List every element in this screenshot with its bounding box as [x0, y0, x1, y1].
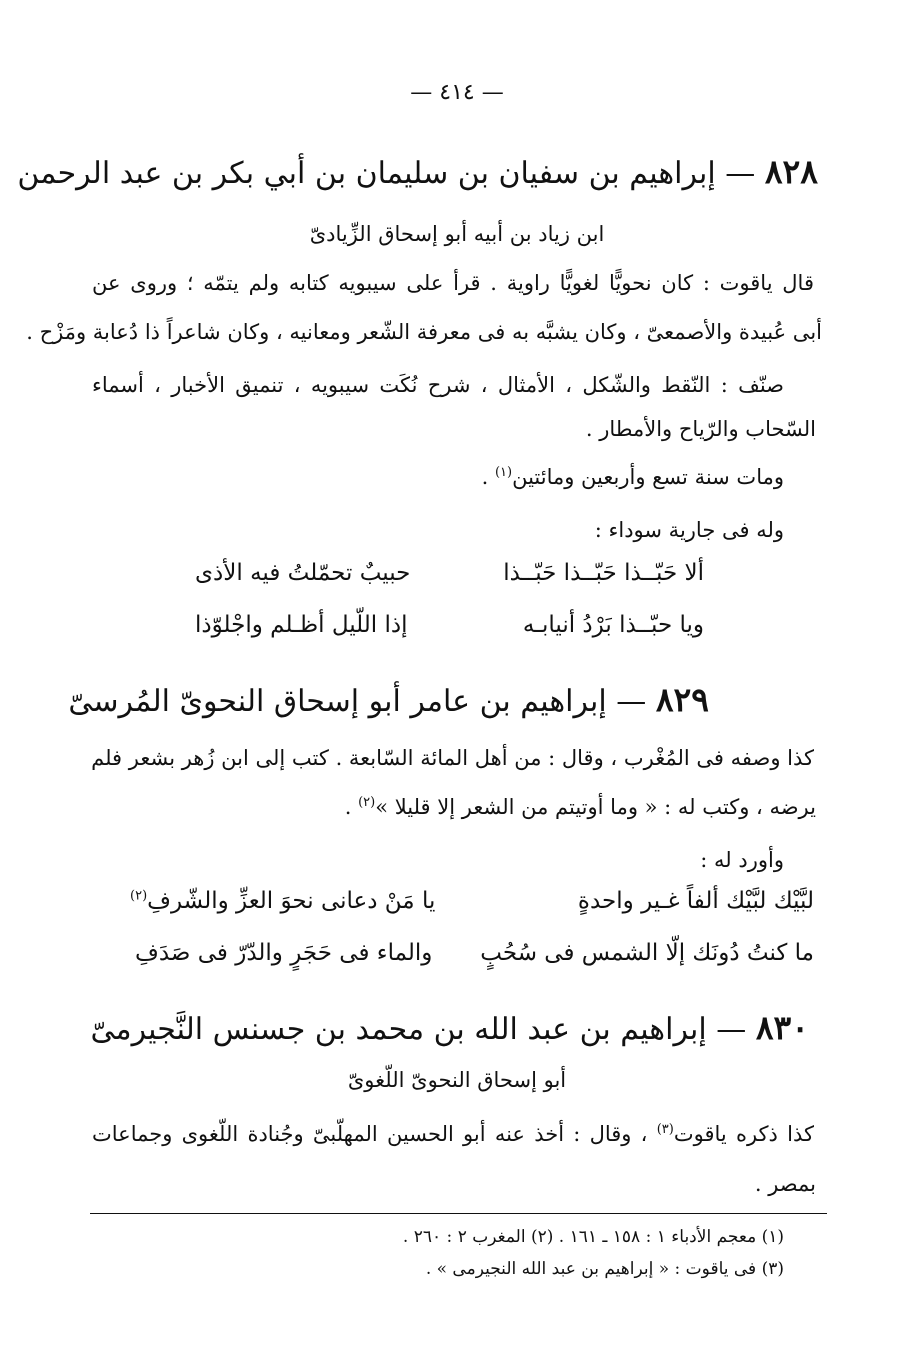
- poem-intro: وأورد له :: [700, 848, 784, 872]
- death-text: ومات سنة تسع وأربعين ومائتين: [512, 465, 784, 489]
- entry-dash: —: [616, 684, 647, 719]
- paragraph-end: .: [344, 795, 359, 819]
- verse-first-hemistich: لبَّيْك لبَّيْك ألفاً غـير واحدةٍ: [577, 888, 814, 914]
- footnote-divider: [90, 1213, 827, 1214]
- entry-name: إبراهيم بن سفيان بن سليمان بن أبي بكر بن عبد الرحمن: [17, 156, 716, 191]
- paragraph-line: أبى عُبيدة والأصمعىّ ، وكان يشبَّه به فى معرفة الشّعر ومعانيه ، وكان شاعراً ذا دُعابة ومَزْح .: [26, 320, 822, 344]
- death-line: [92, 465, 784, 489]
- entry-name: إبراهيم بن عبد الله بن محمد بن جسنس النَّجيرمىّ: [90, 1012, 707, 1047]
- entry-subtitle: أبو إسحاق النحوىّ اللّغوىّ: [347, 1068, 567, 1092]
- entry-number: ٨٣٠: [755, 1008, 809, 1047]
- footnote-ref: (٢): [358, 795, 376, 810]
- paragraph-line: [92, 1122, 814, 1146]
- verse-second-hemistich: إذا اللّيل أظـلم واجْلوّذا: [195, 612, 408, 638]
- verse-first-hemistich: ما كنتُ دُونَك إلّا الشمس فى سُحُبٍ: [480, 940, 814, 966]
- verse-second-hemistich: حبيبٌ تحمّلتُ فيه الأذى: [195, 560, 411, 586]
- entry-heading-828: [17, 152, 818, 191]
- verse-first-hemistich: ألا حَبّــذا حَبّــذا حَبّــذا: [503, 560, 704, 586]
- footnote-line: (١) معجم الأدباء ١ : ١٥٨ ـ ١٦١ . (٢) المغرب ٢ : ٢٦٠ .: [402, 1227, 784, 1247]
- entry-name: إبراهيم بن عامر أبو إسحاق النحوىّ المُرسىّ: [68, 684, 607, 719]
- paragraph-line: قال ياقوت : كان نحويًّا لغويًّا راوية . قرأ على سيبويه كتابه ولم يتمّه ؛ وروى عن: [92, 271, 814, 295]
- page-number: — ٤١٤ —: [410, 80, 504, 105]
- death-end: .: [481, 465, 495, 489]
- footnote-line: (٣) فى ياقوت : « إبراهيم بن عبد الله النجيرمى » .: [425, 1259, 784, 1279]
- entry-heading-830: [91, 1008, 809, 1047]
- entry-heading-829: [68, 680, 709, 719]
- entry-subtitle: ابن زياد بن أبيه أبو إسحاق الزِّيادىّ: [309, 222, 605, 246]
- poem-intro: وله فى جارية سوداء :: [594, 518, 784, 542]
- paragraph-line: بمصر .: [754, 1172, 816, 1196]
- paragraph-text: ، وقال : أخذ عنه أبو الحسين المهلّبىّ وجُنادة اللّغوى وجماعات: [92, 1122, 657, 1146]
- verse-first-hemistich: ويا حبّــذا بَرْدُ أنيابـه: [522, 612, 704, 638]
- footnote-ref: (٣): [656, 1122, 674, 1137]
- paragraph-line: [92, 795, 816, 819]
- entry-number: ٨٢٨: [764, 152, 818, 191]
- verse-second-hemistich: والماء فى حَجَرٍ والدّرّ فى صَدَفِ: [135, 940, 433, 966]
- paragraph-text: كذا ذكره ياقوت: [673, 1122, 814, 1146]
- entry-number: ٨٢٩: [655, 680, 709, 719]
- paragraph-line: صنّف : النّقط والشّكل ، الأمثال ، شرح نُكَت سيبويه ، تنميق الأخبار ، أسماء: [92, 373, 784, 397]
- paragraph-line: كذا وصفه فى المُغْرب ، وقال : من أهل المائة السّابعة . كتب إلى ابن زُهر بشعر فلم: [91, 746, 814, 770]
- entry-dash: —: [725, 156, 756, 191]
- entry-dash: —: [716, 1012, 747, 1047]
- footnote-ref: (١): [494, 465, 513, 480]
- verse-second-hemistich: [130, 888, 435, 914]
- paragraph-line: السّحاب والرّياح والأمطار .: [585, 417, 816, 441]
- paragraph-text: يرضه ، وكتب له : « وما أوتيتم من الشعر إلا قليلا »: [375, 795, 816, 819]
- footnote-ref: (٢): [130, 888, 148, 904]
- verse-text: يا مَنْ دعانى نحوَ العزِّ والشّرفِ: [147, 888, 436, 914]
